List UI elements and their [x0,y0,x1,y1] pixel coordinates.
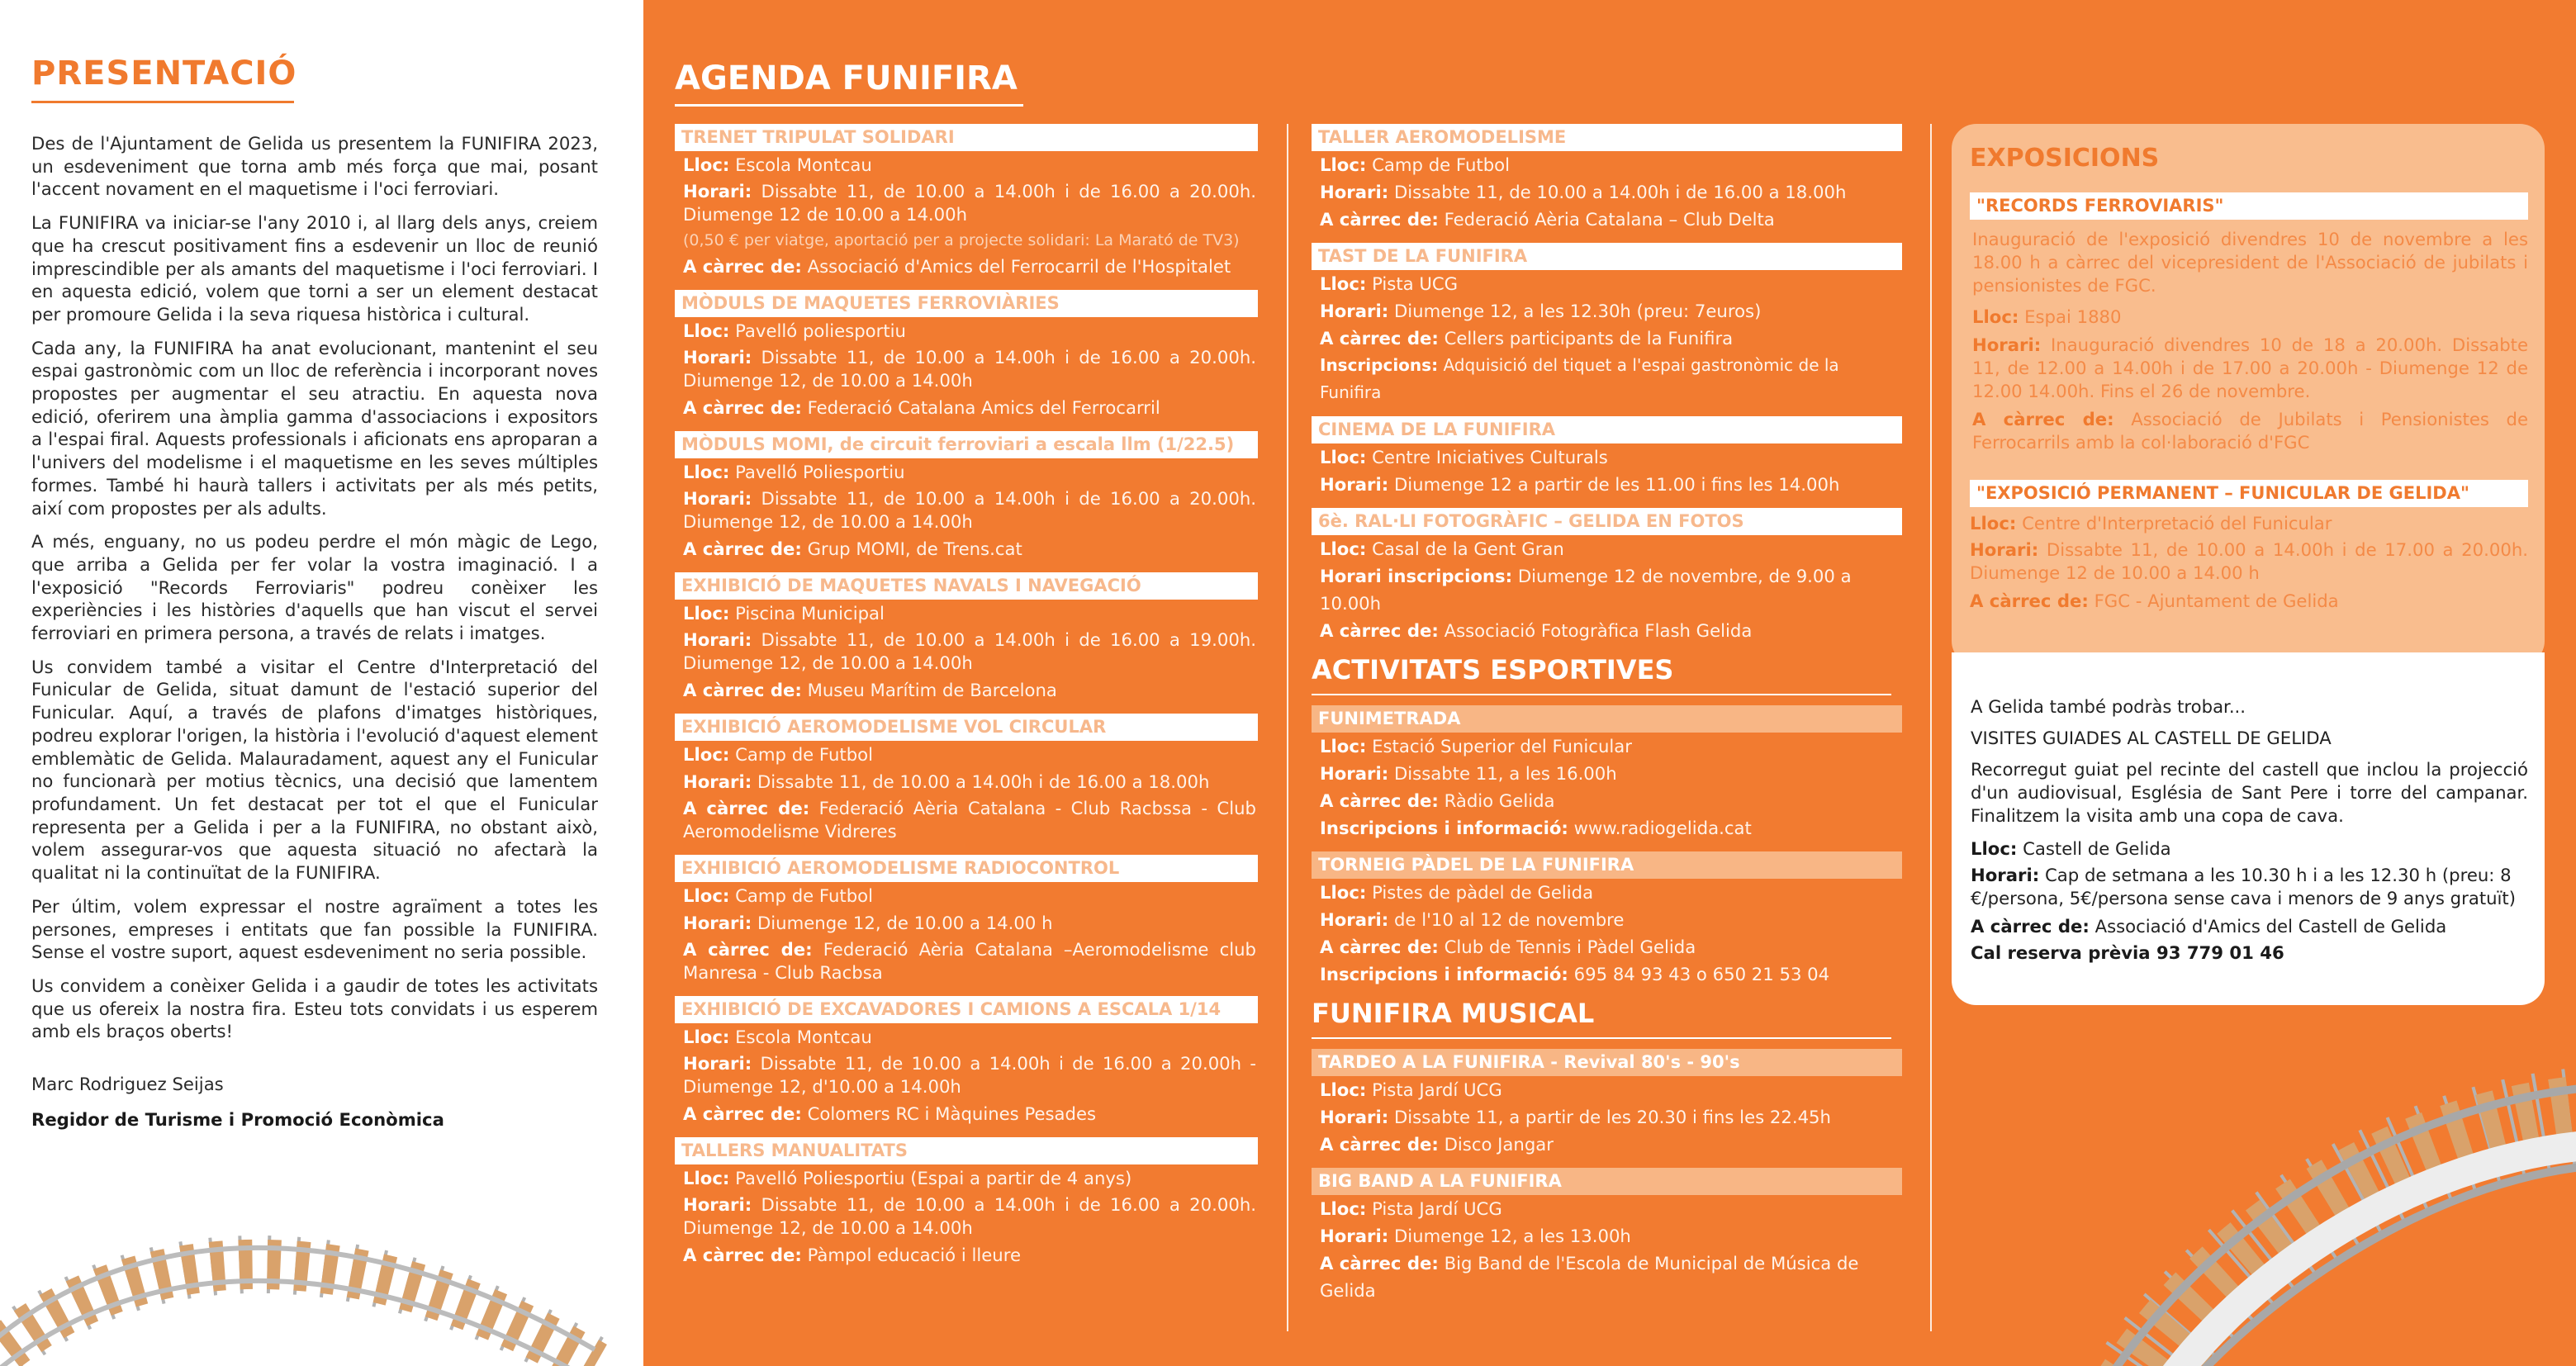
detail-line [1312,760,1902,787]
detail-line [1312,617,1902,644]
paragraph: Des de l'Ajuntament de Gelida us presentem la FUNIFIRA 2023, un esdeveniment que torna amb més força que mai, posant l'accent novament en el maquetisme i l'oci ferroviari. [31,133,598,200]
visites-lloc [1971,837,2528,861]
event-title: FUNIMETRADA [1312,705,1902,733]
detail-value: Adquisició del tiquet a l'espai gastronòmic de la Funifira [1320,355,1839,402]
detail-label: A càrrec de: [1320,937,1439,957]
detail-label: A càrrec de: [1320,1253,1439,1274]
detail-label: Lloc: [1320,447,1367,467]
detail-label: Lloc: [1320,538,1367,559]
paragraph: A més, enguany, no us podeu perdre el món màgic de Lego, que arriba a Gelida per fer volar la vostra imaginació. I a l'exposició "Records Ferroviaris" podreu conèixer les experiències i les històries d'aquells que han viscut el servei ferroviari en primera persona, a través de relats i imatges. [31,531,598,644]
event-title: 6è. RAL·LI FOTOGRÀFIC – GELIDA EN FOTOS [1312,508,1902,535]
event-title: CINEMA DE LA FUNIFIRA [1312,416,1902,443]
detail-line [1312,325,1902,352]
detail-label: A càrrec de: [683,397,802,418]
detail-label: A càrrec de: [683,256,802,277]
exposicio-item [1970,192,2528,454]
detail-label: A càrrec de: [683,939,813,960]
detail-label: Lloc: [1320,736,1367,757]
agenda-column-2 [1312,124,1902,1314]
event-item [1312,1049,1902,1158]
detail-label: Horari: [683,913,752,933]
detail-value: Piscina Municipal [735,603,885,624]
detail-value: Castell de Gelida [2023,838,2171,859]
detail-label: Horari: [683,1194,752,1215]
exposicio-intro: Inauguració de l'exposició divendres 10 de novembre a les 18.00 h a càrrec del vicepresident de l'Associació de jubilats i pensionistes de FGC. [1972,229,2528,296]
detail-value: Diumenge 12, de 10.00 a 14.00 h [757,913,1053,933]
detail-line [675,458,1258,486]
detail-label: Lloc: [683,603,730,624]
detail-label: A càrrec de: [683,1245,802,1265]
detail-value: Dissabte 11, de 10.00 a 14.00h i de 16.00 a 19.00h. Diumenge 12, de 10.00 a 14.00h [683,629,1256,673]
event-item [1312,705,1902,842]
detail-label: Horari: [1320,1107,1389,1127]
rail-track-illustration [0,1189,643,1366]
detail-line [1312,879,1902,906]
detail-label: Lloc: [1970,513,2017,534]
detail-label: Lloc: [683,462,730,482]
detail-line [675,535,1258,562]
detail-line [1312,1131,1902,1158]
detail-label: Horari: [683,771,752,792]
detail-label: Inscripcions i informació: [1320,818,1568,838]
detail-value: Federació Aèria Catalana - Club Racbssa - Club Aeromodelisme Vidreres [683,798,1256,842]
detail-label: Lloc: [1320,882,1367,903]
detail-line [675,909,1258,937]
detail-value: Centre Iniciatives Culturals [1372,447,1608,467]
signature-name: Marc Rodriguez Seijas [31,1074,224,1094]
detail-value: Cellers participants de la Funifira [1444,328,1734,349]
detail-label: Horari: [683,181,752,202]
presentacio-panel [0,0,643,1366]
detail-line [1312,443,1902,471]
event-item [1312,124,1902,233]
detail-value: Museu Marítim de Barcelona [807,680,1057,700]
rail-track-illustration [2098,1065,2576,1366]
visites-text: Recorregut guiat pel recinte del castell que inclou la projecció d'un audiovisual, Església de Sant Pere i torre del campanar. Finalitzem la visita amb una copa de cava. [1971,759,2528,826]
detail-label: Lloc: [1972,306,2019,327]
paragraph: La FUNIFIRA va iniciar-se l'any 2010 i, al llarg dels anys, creiem que ha crescut positivament fins a esdevenir un lloc de reunió imprescindible per als amants del maquetisme i l'oci ferroviari. I en aquesta edició, volem que torni a ser un element destacat per promoure Gelida i la seva riquesa històrica i cultural. [31,212,598,325]
detail-value: Camp de Futbol [735,885,873,906]
detail-line [1970,334,2528,403]
detail-label: Horari: [1320,763,1389,784]
event-item [675,290,1258,421]
exposicions-title [1970,144,2528,173]
detail-value: de l'10 al 12 de novembre [1393,909,1625,930]
exposicio-item [1970,480,2528,613]
detail-line [1312,960,1902,988]
detail-value: Dissabte 11, de 10.00 a 14.00h i de 17.00 a 20.00h. Diumenge 12 de 10.00 a 14.00 h [1970,539,2528,583]
detail-label: Horari: [1320,301,1389,321]
detail-line [675,600,1258,627]
event-item [1312,851,1902,988]
detail-line [1312,471,1902,498]
detail-value: Associació Fotogràfica Flash Gelida [1444,620,1753,641]
detail-line [675,317,1258,344]
paragraph: Per últim, volem expressar el nostre agraïment a totes les persones, empreses i entitats que fan possible la FUNIFIRA. Sense el vostre suport, aquest esdeveniment no seria possible. [31,895,598,963]
detail-value: Dissabte 11, de 10.00 a 14.00h i de 16.00 a 20.00h. Diumenge 12 de 10.00 a 14.00h [683,181,1256,225]
detail-label: Horari: [1320,1226,1389,1246]
detail-value: Federació Catalana Amics del Ferrocarril [807,397,1160,418]
event-title: EXHIBICIÓ AEROMODELISME VOL CIRCULAR [675,714,1258,741]
event-item [675,855,1258,986]
detail-value: Ràdio Gelida [1444,790,1555,811]
detail-line [1312,1195,1902,1222]
detail-label: Lloc: [683,885,730,906]
detail-line [675,882,1258,909]
detail-value: Grup MOMI, de Trens.cat [807,538,1022,559]
detail-line [675,486,1258,535]
paragraph: Cada any, la FUNIFIRA ha anat evolucionant, mantenint el seu espai gastronòmic com un lloc de referència i incorporant noves propostes per augmentar el seu atractiu. En aquesta nova edició, oferirem una àmplia gamma d'associacions i expositors a l'espai firal. Aquests professionals i aficionats ens apropаran a l'univers del modelisme i el maquetisme en les seves múltiples formes. També hi haurà tallers i activitats per als més petits, així com propostes per als adults. [31,337,598,519]
detail-label: Horari: [683,1053,752,1074]
section-title-esportives: ACTIVITATS ESPORTIVES [1312,654,1674,685]
detail-value: Pavelló Poliesportiu (Espai a partir de 4 anys) [735,1168,1132,1188]
detail-value: Dissabte 11, a les 16.00h [1393,763,1617,784]
detail-line [1312,535,1902,562]
detail-label: Lloc: [1320,1079,1367,1100]
detail-line [1312,733,1902,760]
detail-label: A càrrec de: [683,538,802,559]
event-note: (0,50 € per viatge, aportació per a projecte solidari: La Marató de TV3) [683,231,1240,249]
detail-label: Horari inscripcions: [1320,566,1513,586]
detail-label: A càrrec de: [1970,591,2089,611]
detail-value: Associació de Jubilats i Pensionistes de Ferrocarrils amb la col·laboració d'FGC [1972,409,2528,453]
detail-line [1312,1076,1902,1103]
detail-line [675,1023,1258,1051]
visites-reserva [1971,941,2528,965]
detail-label: Horari: [1970,539,2039,560]
trobar-intro: A Gelida també podràs trobar... [1971,696,2246,717]
agenda-title: AGENDA FUNIFIRA [675,59,1018,97]
detail-line [1312,352,1902,406]
detail-label: A càrrec de: [683,798,810,818]
detail-value: Dissabte 11, de 10.00 a 14.00h i de 16.00 a 20.00h. Diumenge 12, de 10.00 a 14.00h [683,488,1256,532]
detail-label: Inscripcions i informació: [1320,964,1568,984]
presentacio-text [31,132,598,1054]
detail-value: Pista Jardí UCG [1372,1079,1502,1100]
exposicio-title: "RECORDS FERROVIARIS" [1970,192,2528,220]
detail-line [675,394,1258,421]
detail-label: A càrrec de: [683,680,802,700]
detail-label: A càrrec de: [1320,328,1439,349]
detail-line [675,768,1258,795]
event-title: EXHIBICIÓ AEROMODELISME RADIOCONTROL [675,855,1258,882]
detail-value: www.radiogelida.cat [1573,818,1752,838]
event-title: EXHIBICIÓ DE EXCAVADORES I CAMIONS A ESCALA 1/14 [675,996,1258,1023]
detail-value: Pàmpol educació i lleure [807,1245,1021,1265]
event-item [675,572,1258,704]
detail-value: Estació Superior del Funicular [1372,736,1632,757]
detail-value: Dissabte 11, de 10.00 a 14.00h i de 16.00 a 20.00h - Diumenge 12, d'10.00 a 14.00h [683,1053,1256,1097]
detail-line [675,1241,1258,1269]
column-divider [1287,124,1288,1331]
detail-value: Espai 1880 [2024,306,2122,327]
detail-value: Dissabte 11, de 10.00 a 14.00h i de 16.00 a 20.00h. Diumenge 12, de 10.00 a 14.00h [683,347,1256,391]
detail-label: Lloc: [1320,154,1367,175]
detail-line [675,1051,1258,1100]
event-item [675,996,1258,1127]
event-title: TAST DE LA FUNIFIRA [1312,243,1902,270]
detail-label: Lloc: [1971,838,2018,859]
section-title-musical: FUNIFIRA MUSICAL [1312,998,1595,1029]
detail-label: Horari: [683,488,752,509]
presentacio-title: PRESENTACIÓ [31,55,297,92]
detail-line [1312,270,1902,297]
detail-line [1312,1103,1902,1131]
detail-value: Escola Montcau [735,1027,872,1047]
detail-value: Inauguració divendres 10 de 18 a 20.00h. Dissabte 11, de 12.00 a 14.00h i de 17.00 a 20.00h - Diumenge 12 de 12.00 14.00h. Fins el 26 de novembre. [1972,334,2528,401]
event-title: TALLER AEROMODELISME [1312,124,1902,151]
detail-label: A càrrec de: [1320,620,1439,641]
detail-value: Centre d'Interpretació del Funicular [2022,513,2332,534]
event-item [675,431,1258,562]
signature-role: Regidor de Turisme i Promoció Econòmica [31,1109,444,1130]
detail-value: Casal de la Gent Gran [1372,538,1564,559]
section-rule [1312,694,1891,695]
detail-value: Diumenge 12, a les 13.00h [1393,1226,1631,1246]
detail-label: Horari: [1320,474,1389,495]
event-title: TRENET TRIPULAT SOLIDARI [675,124,1258,151]
detail-line [675,795,1258,845]
detail-line [675,253,1258,280]
agenda-column-1 [675,124,1258,1278]
detail-value: Pista UCG [1372,273,1459,294]
detail-label: A càrrec de: [1320,790,1439,811]
detail-label: Lloc: [683,1168,730,1188]
detail-label: Lloc: [1320,273,1367,294]
detail-line [1312,151,1902,178]
event-item [1312,508,1902,644]
event-item [1312,243,1902,406]
detail-line [1312,787,1902,814]
detail-value: Club de Tennis i Pàdel Gelida [1444,937,1696,957]
detail-line [1970,306,2528,329]
detail-value: Colomers RC i Màquines Pesades [807,1103,1097,1124]
column-divider [1930,124,1932,1331]
detail-line [675,344,1258,394]
detail-value: Dissabte 11, de 10.00 a 14.00h i de 16.00 a 20.00h. Diumenge 12, de 10.00 a 14.00h [683,1194,1256,1238]
event-title: EXHIBICIÓ DE MAQUETES NAVALS I NAVEGACIÓ [675,572,1258,600]
paragraph: Us convidem també a visitar el Centre d'Interpretació del Funicular de Gelida, situat damunt de l'estació superior del Funicular. Aquí, a través de plafons d'imatges històriques, podreu explorar l'origen, la història i l'evolució d'aquest element emblemàtic de Gelida. Malauradament, aquest any el Funicular no funcionarà per motius tècnics, una decisió que lamentem profundament. Un fet destacat per tot el que el Funicular representa per a Gelida i per a la FUNIFIRA, no obstant això, volem assegurar-vos que aquesta situació no afectarà la qualitat ni la continuïtat de la FUNIFIRA. [31,656,598,884]
title-underline [31,101,294,103]
detail-line [675,151,1258,178]
detail-label: Horari: [683,347,752,368]
detail-label: Lloc: [683,1027,730,1047]
section-rule [1312,1037,1891,1039]
detail-line [675,178,1258,228]
detail-label: Cal reserva prèvia 93 779 01 46 [1971,942,2284,963]
event-title: TORNEIG PÀDEL DE LA FUNIFIRA [1312,851,1902,879]
detail-line [675,1164,1258,1192]
detail-value: Escola Montcau [735,154,872,175]
detail-label: A càrrec de: [1971,916,2090,937]
event-item [675,124,1258,280]
visites-carrec [1971,915,2528,938]
detail-line [1312,1222,1902,1250]
detail-label: Lloc: [683,744,730,765]
detail-line [1970,512,2528,535]
event-item [675,714,1258,845]
detail-value: Diumenge 12 a partir de les 11.00 i fins les 14.00h [1393,474,1840,495]
visites-horari [1971,864,2528,910]
detail-value: Associació d'Amics del Castell de Gelida [2094,916,2447,937]
detail-label: Horari: [1971,865,2040,885]
detail-value: Cap de setmana a les 10.30 h i a les 12.30 h (preu: 8 €/persona, 5€/persona sense cava i menors de 9 anys gratuït) [1971,865,2517,908]
detail-value: Camp de Futbol [1372,154,1510,175]
detail-value: FGC - Ajuntament de Gelida [2094,591,2339,611]
event-title: TALLERS MANUALITATS [675,1137,1258,1164]
detail-line [1970,538,2528,585]
detail-line [675,1100,1258,1127]
detail-label: Inscripcions: [1320,355,1439,375]
detail-label: A càrrec de: [1320,1134,1439,1155]
detail-line [675,1192,1258,1241]
detail-value: 695 84 93 43 o 650 21 53 04 [1573,964,1830,984]
detail-value: Dissabte 11, de 10.00 a 14.00h i de 16.00 a 18.00h [757,771,1210,792]
agenda-title-underline [675,104,1023,107]
event-title: TARDEO A LA FUNIFIRA - Revival 80's - 90's [1312,1049,1902,1076]
detail-value: Associació d'Amics del Ferrocarril de l'Hospitalet [807,256,1231,277]
event-item [675,1137,1258,1269]
detail-line [675,676,1258,704]
detail-line [1312,206,1902,233]
detail-line [1312,562,1902,617]
detail-value: Federació Aèria Catalana – Club Delta [1444,209,1775,230]
detail-value: Pavelló Poliesportiu [735,462,905,482]
detail-value: Dissabte 11, a partir de les 20.30 i fins les 22.45h [1393,1107,1831,1127]
detail-value: Pista Jardí UCG [1372,1198,1502,1219]
detail-label: A càrrec de: [1972,409,2114,429]
detail-value: Big Band de l'Escola de Municipal de Música de Gelida [1320,1253,1859,1301]
detail-label: Horari: [1972,334,2042,355]
event-item [1312,416,1902,498]
detail-value: Pavelló poliesportiu [735,320,906,341]
detail-value: Pistes de pàdel de Gelida [1372,882,1594,903]
detail-line [1312,178,1902,206]
detail-line [1312,906,1902,933]
detail-label: Horari: [1320,909,1389,930]
detail-value: Diumenge 12 de novembre, de 9.00 a 10.00h [1320,566,1852,614]
detail-label: Horari: [683,629,752,650]
detail-line [1970,590,2528,613]
detail-line [1312,1250,1902,1304]
visites-title: VISITES GUIADES AL CASTELL DE GELIDA [1971,728,2332,748]
detail-label: Horari: [1320,182,1389,202]
event-title: MÒDULS MOMI, de circuit ferroviari a escala llm (1/22.5) [675,431,1258,458]
detail-line [1312,933,1902,960]
detail-value: Disco Jangar [1444,1134,1554,1155]
paragraph: Us convidem a conèixer Gelida i a gaudir de totes les activitats que us ofereix la nostra fira. Esteu tots convidats i us esperem amb els braços oberts! [31,975,598,1042]
detail-label: Lloc: [683,154,730,175]
detail-line [675,627,1258,676]
detail-line [1970,408,2528,454]
detail-line [1312,297,1902,325]
detail-label: Lloc: [683,320,730,341]
detail-label: A càrrec de: [1320,209,1439,230]
event-title: BIG BAND A LA FUNIFIRA [1312,1168,1902,1195]
detail-line [1312,814,1902,842]
detail-line [675,937,1258,986]
event-title: MÒDULS DE MAQUETES FERROVIÀRIES [675,290,1258,317]
detail-value: Federació Aèria Catalana –Aeromodelisme club Manresa - Club Racbsa [683,939,1256,983]
exposicio-title: "EXPOSICIÓ PERMANENT – FUNICULAR DE GELIDA" [1970,480,2528,507]
detail-label: A càrrec de: [683,1103,802,1124]
event-item [1312,1168,1902,1304]
detail-value: Camp de Futbol [735,744,873,765]
detail-line [675,741,1258,768]
detail-value: Dissabte 11, de 10.00 a 14.00h i de 16.00 a 18.00h [1393,182,1847,202]
exposicions-heading: EXPOSICIONS [1970,144,2160,173]
detail-value: Diumenge 12, a les 12.30h (preu: 7euros) [1393,301,1762,321]
detail-label: Lloc: [1320,1198,1367,1219]
